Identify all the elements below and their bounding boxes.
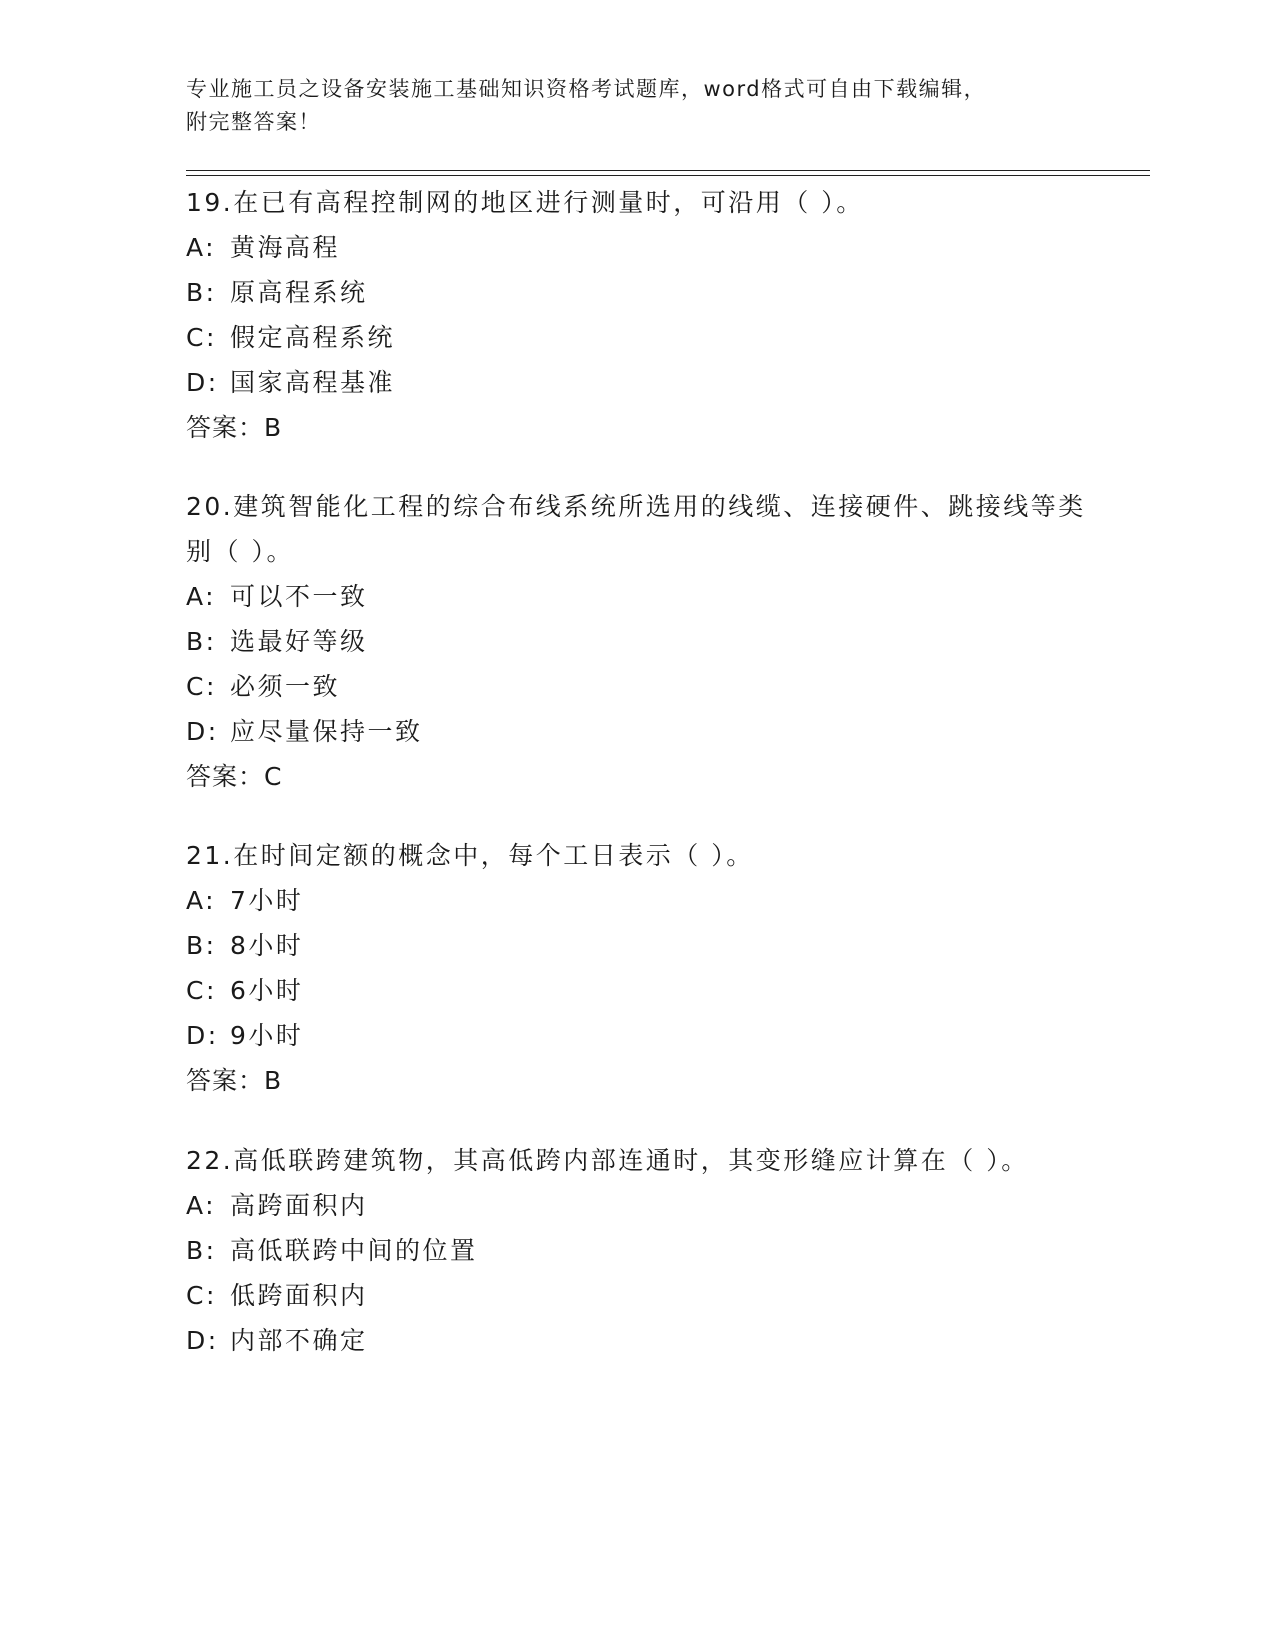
- option-d: [186, 1013, 1086, 1058]
- option-a: [186, 574, 1086, 619]
- question-stem: 21.在时间定额的概念中，每个工日表示（ ）。: [186, 841, 754, 870]
- option-text: 可以不一致: [230, 582, 368, 611]
- answer-value: C: [264, 762, 283, 791]
- option-text: 7小时: [230, 886, 304, 915]
- header-line-1: 专业施工员之设备安装施工基础知识资格考试题库，word格式可自由下载编辑，: [186, 77, 987, 101]
- option-text: 高跨面积内: [230, 1191, 368, 1220]
- question-stem: 19.在已有高程控制网的地区进行测量时，可沿用（ ）。: [186, 188, 864, 217]
- answer: [186, 1058, 1086, 1103]
- option-text: 低跨面积内: [230, 1281, 368, 1310]
- option-letter: C:: [186, 1281, 217, 1310]
- answer-label: 答案：: [186, 762, 265, 791]
- option-text: 高低联跨中间的位置: [230, 1236, 478, 1265]
- option-letter: A:: [186, 233, 217, 262]
- option-letter: C:: [186, 976, 217, 1005]
- option-letter: D:: [186, 1326, 219, 1355]
- option-d: [186, 709, 1086, 754]
- option-letter: A:: [186, 582, 217, 611]
- option-a: [186, 878, 1086, 923]
- option-text: 8小时: [230, 931, 304, 960]
- question-22: [186, 1138, 1086, 1363]
- option-c: [186, 315, 1086, 360]
- option-letter: B:: [186, 1236, 217, 1265]
- option-text: 选最好等级: [230, 627, 368, 656]
- answer: [186, 754, 1086, 799]
- option-text: 原高程系统: [230, 278, 368, 307]
- option-letter: B:: [186, 931, 217, 960]
- option-text: 假定高程系统: [230, 323, 396, 352]
- header-divider-bottom: [186, 175, 1150, 176]
- option-b: [186, 619, 1086, 664]
- header-divider-top: [186, 170, 1150, 171]
- option-text: 内部不确定: [230, 1326, 368, 1355]
- option-letter: D:: [186, 1021, 219, 1050]
- option-c: [186, 664, 1086, 709]
- document-header: [186, 73, 1066, 139]
- answer-value: B: [264, 1066, 283, 1095]
- option-b: [186, 270, 1086, 315]
- option-text: 黄海高程: [230, 233, 341, 262]
- question-21: [186, 833, 1086, 1103]
- question-19: [186, 180, 1086, 450]
- option-text: 9小时: [230, 1021, 304, 1050]
- question-stem: 22.高低联跨建筑物，其高低跨内部连通时，其变形缝应计算在（ ）。: [186, 1146, 1029, 1175]
- option-d: [186, 1318, 1086, 1363]
- answer-label: 答案：: [186, 413, 265, 442]
- answer-label: 答案：: [186, 1066, 265, 1095]
- option-letter: A:: [186, 1191, 217, 1220]
- option-letter: B:: [186, 627, 217, 656]
- option-a: [186, 225, 1086, 270]
- option-letter: D:: [186, 368, 219, 397]
- option-text: 必须一致: [230, 672, 341, 701]
- option-text: 应尽量保持一致: [230, 717, 423, 746]
- option-letter: C:: [186, 323, 217, 352]
- question-20: [186, 484, 1086, 799]
- question-stem: 20.建筑智能化工程的综合布线系统所选用的线缆、连接硬件、跳接线等类别（ ）。: [186, 492, 1086, 566]
- option-letter: C:: [186, 672, 217, 701]
- option-letter: D:: [186, 717, 219, 746]
- option-text: 国家高程基准: [230, 368, 396, 397]
- option-text: 6小时: [230, 976, 304, 1005]
- option-letter: B:: [186, 278, 217, 307]
- option-b: [186, 923, 1086, 968]
- answer: [186, 405, 1086, 450]
- option-c: [186, 1273, 1086, 1318]
- option-d: [186, 360, 1086, 405]
- option-b: [186, 1228, 1086, 1273]
- option-c: [186, 968, 1086, 1013]
- answer-value: B: [264, 413, 283, 442]
- header-line-2: 附完整答案！: [186, 110, 321, 134]
- option-a: [186, 1183, 1086, 1228]
- option-letter: A:: [186, 886, 217, 915]
